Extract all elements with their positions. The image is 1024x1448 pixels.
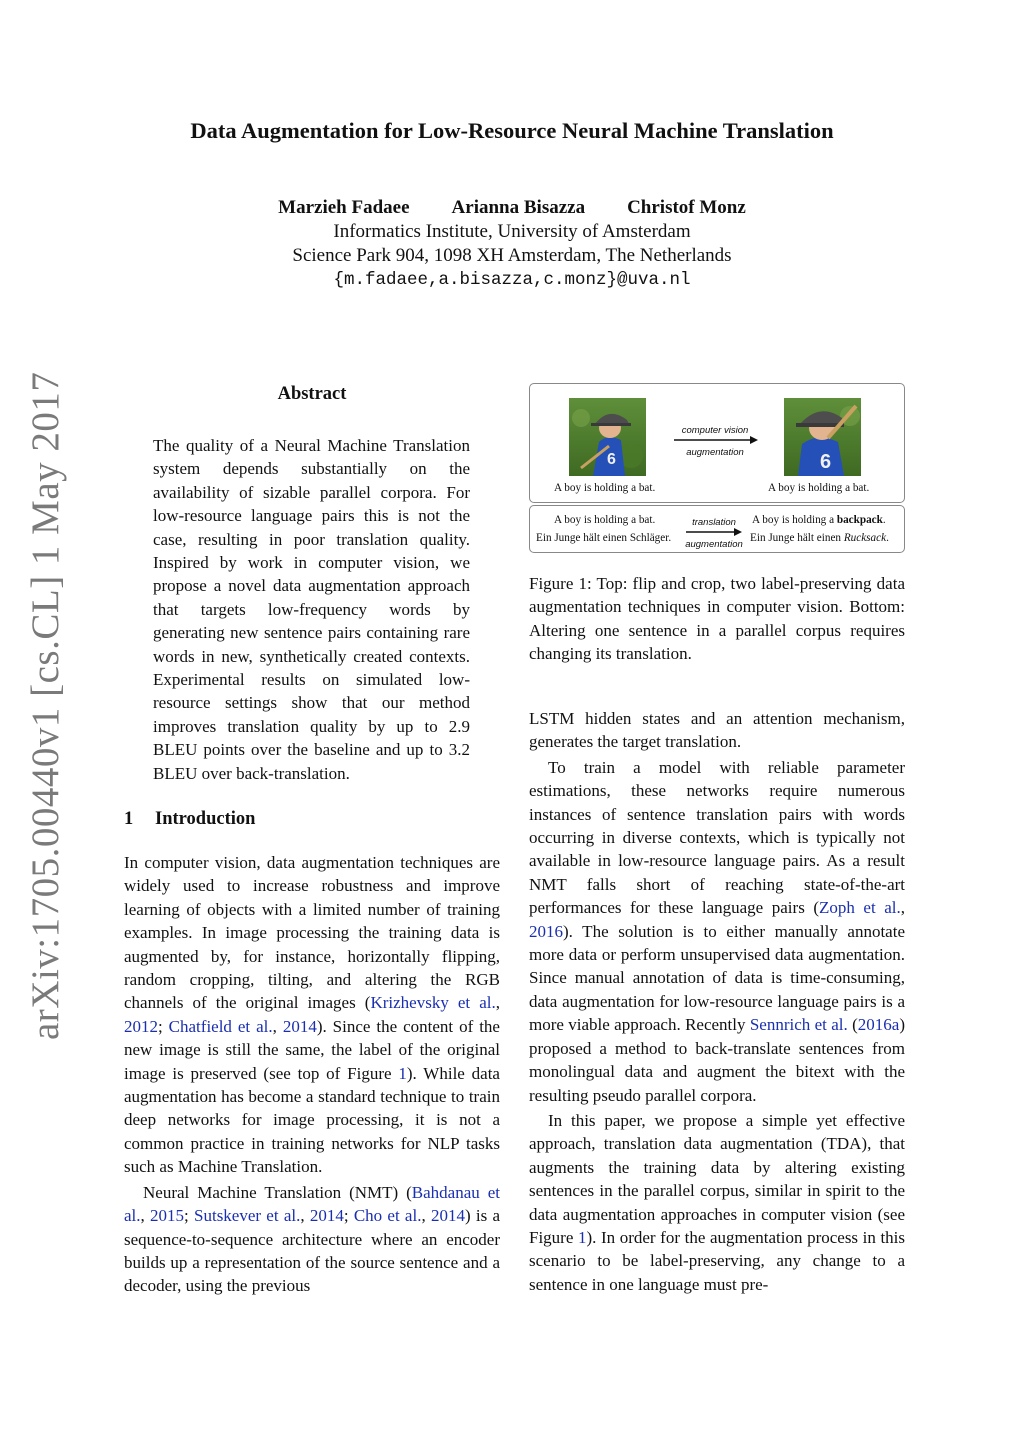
abstract-text: The quality of a Neural Machine Translation system depends substantially on the availability of sizable parallel corpora. For low-resource language pairs this is not the case, resulting in poor translation quality. Inspired by work in computer vision, we propose a novel data augmentation approach that targets low-frequency words by generating new sentence pairs containing rare words in new, synthetically created contexts. Experimental results on simulated low-resource settings show that our method improves translation quality by up to 2.9 BLEU points over the baseline and up to 3.2 BLEU over back-translation.: [153, 436, 470, 783]
citation-year-link[interactable]: 2014: [309, 1206, 344, 1226]
citation-link[interactable]: Sennrich et al.: [749, 1015, 848, 1035]
replaced-word-de: Rucksack: [843, 532, 887, 544]
figure-1-caption: Figure 1: Top: flip and crop, two label-preserving data augmentation techniques in computer vision. Bottom: Altering one sentence in a parallel corpus requires changing its translation.: [529, 574, 905, 664]
abstract-body: [153, 434, 470, 785]
citation-link[interactable]: Chatfield et al.: [168, 1016, 273, 1036]
svg-text:6: 6: [820, 451, 832, 473]
boy-with-bat-image-original: [569, 398, 646, 476]
right-paragraph-2: To train a model with reliable parameter estimations, these networks require numerous instances of sentence translation pairs with words occurring in diverse contexts, which is typically not available in low-resource language pairs. As a result NMT falls short of reaching state-of-the-art performances for these language pairs (Zoph et al., 2016). The solution is to either manually annotate more data or perform unsupervised data augmentation. Since manual annotation of data is time-consuming, data augmentation for low-resource language pairs is a more viable approach. Recently Sennrich et al. (2016a) proposed a method to back-translate sentences from monolingual data and augment the bitext with the resulting pseudo parallel corpora.: [529, 757, 906, 1105]
author-emails: {m.fadaee,a.bisazza,c.monz}@uva.nl: [333, 270, 691, 290]
arxiv-identifier-stamp: arXiv:1705.00440v1 [cs.CL] 1 May 2017: [24, 371, 67, 1040]
augmented-sentence-de: Ein Junge hält einen Rucksack.: [750, 532, 889, 544]
citation-year-link[interactable]: 2016: [529, 921, 563, 941]
figure-1-top-panel: [529, 383, 905, 503]
author-affiliation: Informatics Institute, University of Amsterdam: [333, 221, 691, 242]
right-paragraph-1: LSTM hidden states and an attention mechanism, generates the target translation.: [529, 709, 905, 752]
section-title: Introduction: [155, 809, 256, 829]
figure-reference-link[interactable]: 1: [577, 1227, 587, 1247]
citation-year-link[interactable]: 2014: [282, 1016, 317, 1036]
paper-title: Data Augmentation for Low-Resource Neural Machine Translation: [190, 118, 834, 143]
image-caption-augmented: A boy is holding a bat.: [768, 482, 870, 494]
replaced-word-en: backpack: [836, 514, 883, 526]
citation-year-link[interactable]: 2015: [150, 1206, 185, 1226]
left-column-body: [124, 851, 500, 1298]
translation-augmentation-label: translation augmentation: [685, 517, 743, 550]
intro-paragraph-2: Neural Machine Translation (NMT) (Bahdanau et al., 2015; Sutskever et al., 2014; Cho et al., 2014) is a sequence-to-sequence architecture where an encoder builds up a representation of the source sentence and a decoder, using the previous: [124, 1182, 500, 1296]
source-sentence-de: Ein Junge hält einen Schläger.: [536, 532, 672, 544]
author-block: [0, 196, 1024, 292]
author-names: [0, 196, 1024, 220]
right-arrow-icon: [684, 528, 744, 536]
author-name: Arianna Bisazza: [451, 197, 586, 218]
right-paragraph-3: In this paper, we propose a simple yet effective approach, translation data augmentation (TDA), that augments the training data by altering existing sentences in the parallel corpus, similar in spirit to the data augmentation approaches in computer vision (see Figure 1). In order for the augmentation process in this scenario to be label-preserving, any change to a sentence in one language must pre-: [529, 1110, 906, 1294]
svg-text:6: 6: [607, 451, 616, 468]
author-name: Marzieh Fadaee: [278, 197, 410, 218]
citation-year-link[interactable]: 2014: [430, 1206, 465, 1226]
figure-reference-link[interactable]: 1: [398, 1063, 407, 1083]
citation-link[interactable]: Sutskever et al.: [194, 1206, 301, 1226]
cv-augmentation-label: computer vision augmentation: [670, 425, 760, 458]
section-number: 1: [124, 809, 134, 829]
right-arrow-icon: [670, 436, 760, 444]
boy-with-bat-image-flipped-cropped: [784, 398, 861, 476]
author-name: Christof Monz: [627, 197, 746, 218]
citation-year-link[interactable]: 2012: [124, 1016, 158, 1036]
figure-1-bottom-panel: [529, 505, 905, 553]
citation-link[interactable]: Cho et al.: [353, 1206, 422, 1226]
citation-link[interactable]: Zoph et al.: [819, 898, 901, 918]
source-sentence-en: A boy is holding a bat.: [554, 514, 656, 526]
intro-paragraph-1: In computer vision, data augmentation techniques are widely used to increase robustness and improve learning of objects with a limited number of training examples. In image processing the training data is augmented by, for instance, horizontally flipping, random cropping, tilting, and altering the RGB channels of the original images (Krizhevsky et al., 2012; Chatfield et al., 2014). Since the content of the new image is still the same, the label of the original image is preserved (see top of Figure 1). While data augmentation has become a standard technique to train deep networks for image processing, it is not a common practice in training networks for NLP tasks such as Machine Translation.: [124, 853, 500, 1177]
right-column-body: [529, 707, 905, 1296]
citation-link[interactable]: Bahdanau et al.: [124, 1182, 500, 1226]
citation-year-link[interactable]: 2016a: [857, 1015, 900, 1035]
augmented-sentence-en: A boy is holding a backpack.: [752, 514, 886, 526]
abstract-heading: Abstract: [277, 384, 347, 404]
citation-link[interactable]: Krizhevsky et al.: [370, 993, 496, 1013]
section-heading-introduction: [124, 809, 255, 830]
author-address: Science Park 904, 1098 XH Amsterdam, The Netherlands: [292, 245, 732, 266]
image-caption-original: A boy is holding a bat.: [554, 482, 656, 494]
